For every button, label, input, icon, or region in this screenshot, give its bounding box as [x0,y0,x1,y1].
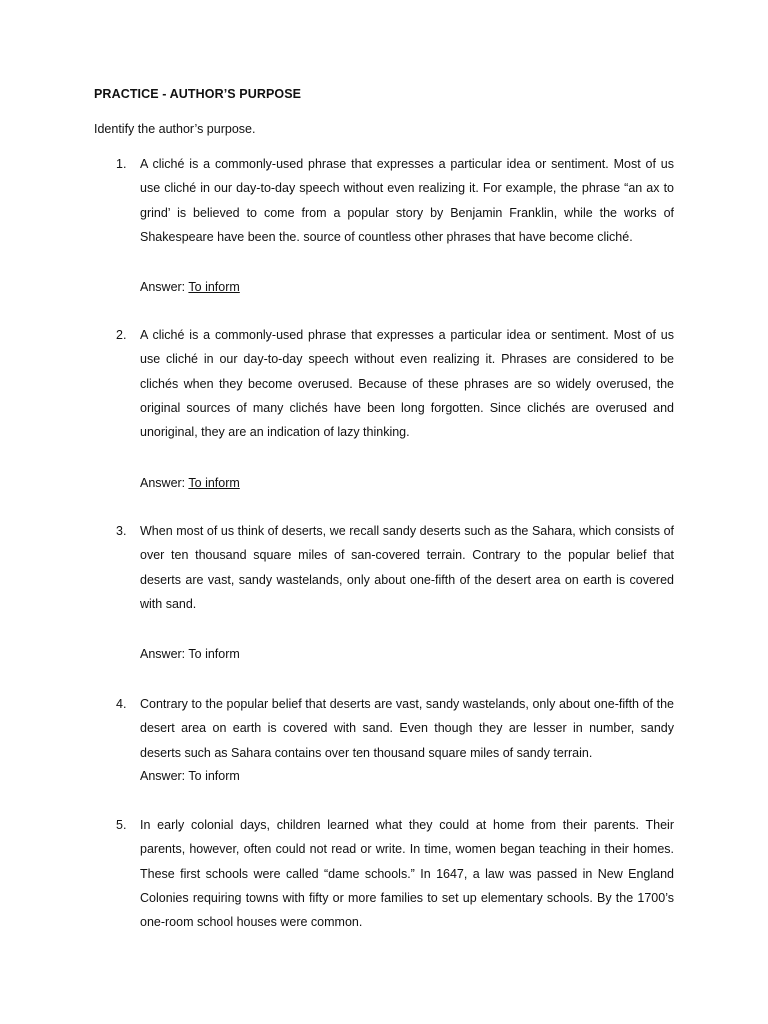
page-title: PRACTICE - AUTHOR’S PURPOSE [94,87,302,101]
answer-line-3 [140,647,240,661]
passage-text: In early colonial days, children learned what they could at home from their parents. Their parents, however, often could not read or write. In time, women began teaching in their homes. These first schools were called “dame schools.” In 1647, a law was passed in New England Colonies requiring towns with fifty or more families to set up elementary schools. By the 1700’s one-room school houses were common. [140,818,674,930]
answer-label: Answer: [140,647,186,661]
instruction-text: Identify the author’s purpose. [94,122,256,136]
item-number: 2. [116,328,127,342]
answer-line-1 [140,280,240,294]
item-number: 3. [116,524,127,538]
passage-text: A cliché is a commonly-used phrase that expresses a particular idea or sentiment. Most of us use cliché in our day-to-day speech without even realizing it. Phrases are considered to be clichés when they become overused. Because of these phrases are so widely overused, the original sources of many clichés have been long forgotten. Since clichés are overused and unoriginal, they are an indication of lazy thinking. [140,328,674,440]
passage-text: Contrary to the popular belief that deserts are vast, sandy wastelands, only about one-fifth of the desert area on earth is covered with sand. Even though they are lesser in number, sandy deserts such as Sahara contains over ten thousand square miles of sandy terrain. [140,697,674,760]
item-number: 4. [116,697,127,711]
answer-value: To inform [188,769,240,783]
item-number: 5. [116,818,127,832]
passage-text: A cliché is a commonly-used phrase that expresses a particular idea or sentiment. Most of us use cliché in our day-to-day speech without even realizing it. For example, the phrase “an ax to grind’ is believed to come from a popular story by Benjamin Franklin, while the works of Shakespeare have been the. source of countless other phrases that have become cliché. [140,157,674,244]
answer-label: Answer: [140,476,186,490]
answer-line-4 [140,769,240,783]
answer-value: To inform [188,647,240,661]
answer-value: To inform [188,476,240,490]
passage-text: When most of us think of deserts, we recall sandy deserts such as the Sahara, which consists of over ten thousand square miles of san-covered terrain. Contrary to the popular belief that deserts are vast, sandy wastelands, only about one-fifth of the desert area on earth is covered with sand. [140,524,674,611]
item-number: 1. [116,157,127,171]
answer-value: To inform [188,280,240,294]
answer-label: Answer: [140,280,186,294]
answer-line-2 [140,476,240,490]
answer-label: Answer: [140,769,186,783]
